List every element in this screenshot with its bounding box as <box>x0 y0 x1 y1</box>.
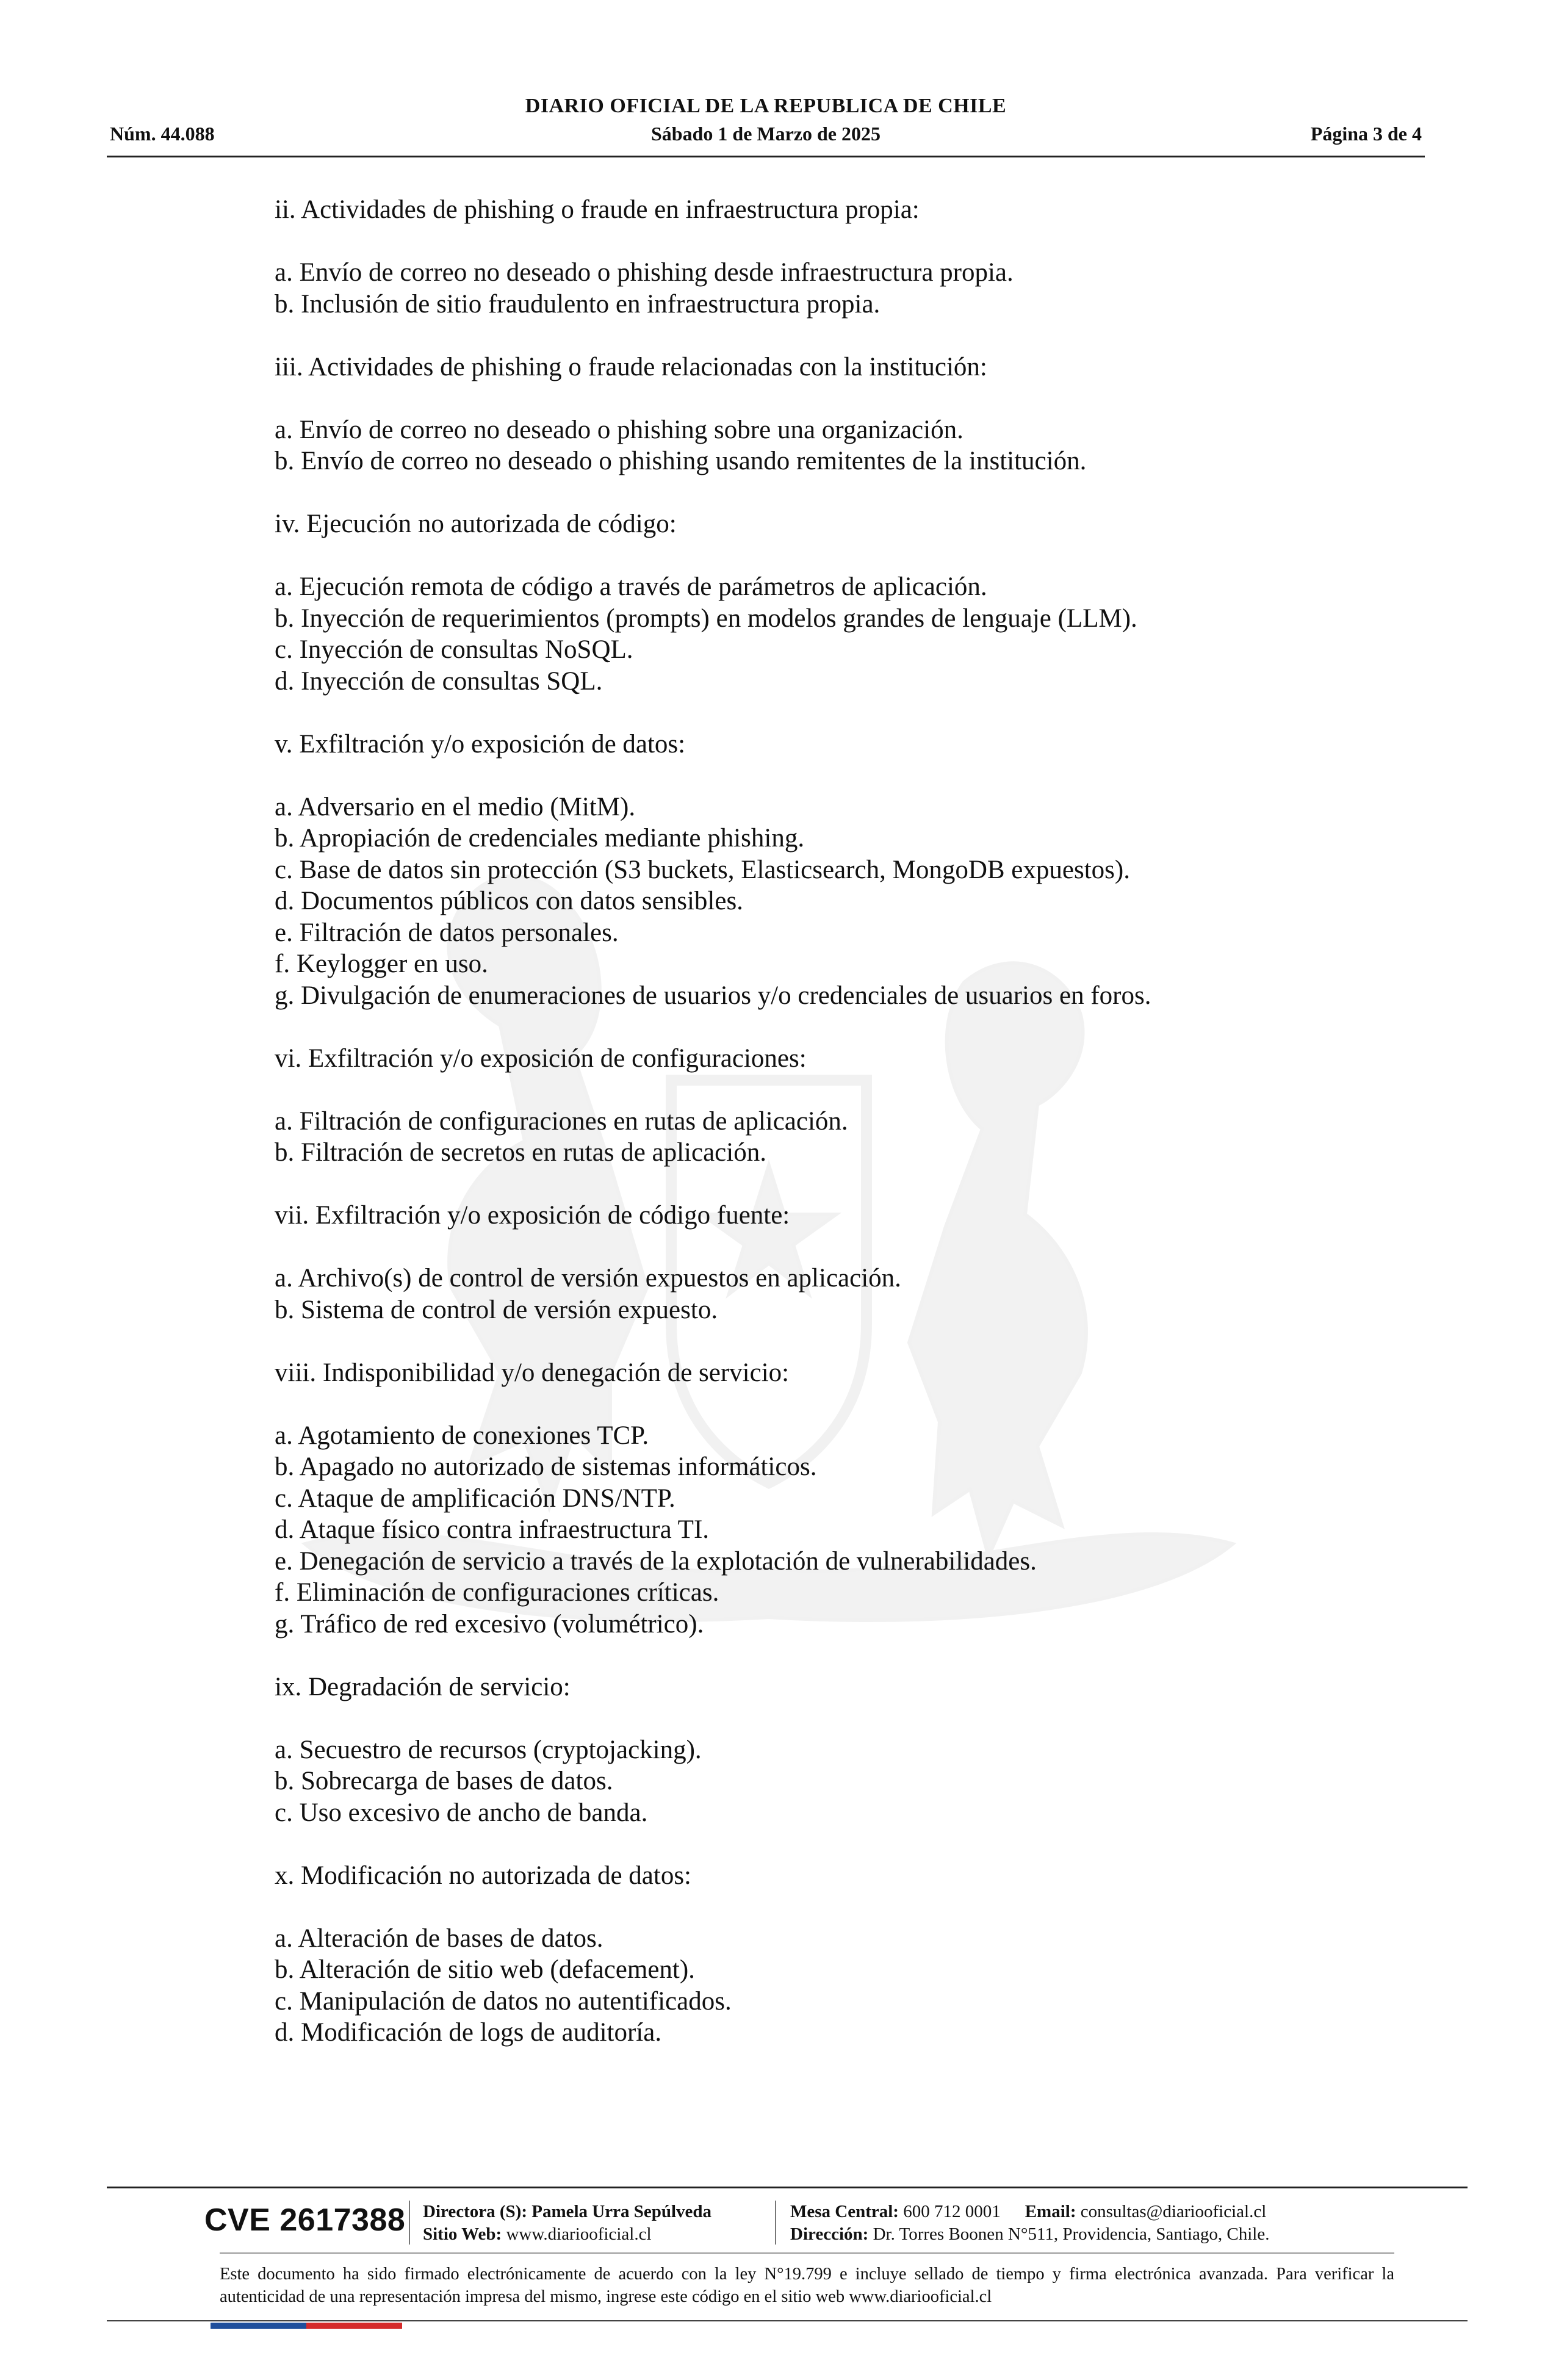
list-item: b. Sobrecarga de bases de datos. <box>275 1767 613 1795</box>
footer-contact-left <box>423 2201 711 2246</box>
list-item: b. Apropiación de credenciales mediante phishing. <box>275 824 805 853</box>
list-item: b. Filtración de secretos en rutas de aplicación. <box>275 1138 766 1167</box>
section <box>275 194 1434 320</box>
email-link[interactable]: consultas@diariooficial.cl <box>1080 2202 1267 2221</box>
list-item: a. Envío de correo no deseado o phishing desde infraestructura propia. <box>275 258 1014 287</box>
address-label: Dirección: <box>790 2224 869 2244</box>
section-heading: vi. Exfiltración y/o exposición de configuraciones: <box>275 1044 807 1073</box>
list-item: e. Denegación de servicio a través de la explotación de vulnerabilidades. <box>275 1546 1037 1576</box>
phone-number: 600 712 0001 <box>903 2202 1001 2221</box>
list-item: c. Inyección de consultas NoSQL. <box>275 635 633 664</box>
list-item: c. Ataque de amplificación DNS/NTP. <box>275 1484 675 1513</box>
list-item: c. Base de datos sin protección (S3 buckets, Elasticsearch, MongoDB expuestos). <box>275 855 1130 884</box>
list-item: a. Alteración de bases de datos. <box>275 1924 603 1953</box>
list-item: b. Apagado no autorizado de sistemas informáticos. <box>275 1452 817 1481</box>
list-item: d. Inyección de consultas SQL. <box>275 666 603 696</box>
issue-date: Sábado 1 de Marzo de 2025 <box>651 123 881 145</box>
section <box>275 1671 1434 1829</box>
section <box>275 729 1434 1012</box>
page-header <box>110 95 1422 159</box>
list-item: d. Ataque físico contra infraestructura TI. <box>275 1515 710 1544</box>
list-item: f. Eliminación de configuraciones críticas. <box>275 1578 719 1607</box>
section <box>275 1860 1434 2049</box>
list-item: a. Agotamiento de conexiones TCP. <box>275 1421 649 1450</box>
issue-number: Núm. 44.088 <box>110 123 215 145</box>
section-heading: viii. Indisponibilidad y/o denegación de servicio: <box>275 1358 790 1387</box>
section-heading: x. Modificación no autorizada de datos: <box>275 1861 692 1890</box>
flag-blue-stripe <box>211 2323 306 2329</box>
flag-red-stripe <box>306 2323 402 2329</box>
list-item: c. Manipulación de datos no autentificados. <box>275 1986 732 2016</box>
list-item: b. Inclusión de sitio fraudulento en infraestructura propia. <box>275 289 881 319</box>
list-item: a. Secuestro de recursos (cryptojacking). <box>275 1735 702 1764</box>
list-item: a. Archivo(s) de control de versión expuestos en aplicación. <box>275 1264 901 1293</box>
list-item: a. Ejecución remota de código a través de parámetros de aplicación. <box>275 572 987 601</box>
section-heading: iv. Ejecución no autorizada de código: <box>275 510 677 538</box>
list-item: a. Filtración de configuraciones en rutas de aplicación. <box>275 1106 848 1136</box>
page-indicator: Página 3 de 4 <box>1310 123 1422 145</box>
list-item: g. Divulgación de enumeraciones de usuarios y/o credenciales de usuarios en foros. <box>275 981 1151 1010</box>
gazette-title: DIARIO OFICIAL DE LA REPUBLICA DE CHILE <box>525 95 1007 117</box>
section-heading: v. Exfiltración y/o exposición de datos: <box>275 729 686 759</box>
list-item: b. Envío de correo no deseado o phishing usando remitentes de la institución. <box>275 447 1087 475</box>
footer-contact-right <box>790 2201 1269 2246</box>
phone-label: Mesa Central: <box>790 2202 899 2221</box>
cve-code: CVE 2617388 <box>204 2202 406 2238</box>
list-item: d. Modificación de logs de auditoría. <box>275 2018 662 2047</box>
list-item: c. Uso excesivo de ancho de banda. <box>275 1798 648 1827</box>
footer-separator <box>409 2201 410 2245</box>
list-item: d. Documentos públicos con datos sensibles. <box>275 887 743 915</box>
address-text: Dr. Torres Boonen N°511, Providencia, Santiago, Chile. <box>873 2224 1270 2244</box>
section-heading: ii. Actividades de phishing o fraude en infraestructura propia: <box>275 195 920 224</box>
signature-note: Este documento ha sido firmado electrónicamente de acuerdo con la ley N°19.799 e incluye sellado de tiempo y firma electrónica avanzada. Para verificar la autenticidad de una representación impresa del mismo, ingrese este código en el sitio web www.diariooficial.cl <box>220 2265 1394 2306</box>
director-name: Pamela Urra Sepúlveda <box>531 2202 712 2221</box>
list-item: a. Envío de correo no deseado o phishing sobre una organización. <box>275 415 963 444</box>
section <box>275 508 1434 697</box>
director-label: Directora (S): <box>423 2202 527 2221</box>
document-body <box>275 194 1434 2080</box>
header-divider <box>107 156 1425 157</box>
list-item: g. Tráfico de red excesivo (volumétrico). <box>275 1609 704 1639</box>
page-footer <box>107 2190 1468 2342</box>
footer-divider-top <box>107 2187 1468 2188</box>
section-heading: iii. Actividades de phishing o fraude relacionadas con la institución: <box>275 352 987 381</box>
section-heading: vii. Exfiltración y/o exposición de código fuente: <box>275 1201 790 1230</box>
list-item: e. Filtración de datos personales. <box>275 918 619 947</box>
section <box>275 1357 1434 1640</box>
website-label: Sitio Web: <box>423 2224 502 2244</box>
section <box>275 1043 1434 1169</box>
email-label: Email: <box>1025 2202 1076 2221</box>
flag-stripe <box>211 2323 402 2329</box>
footer-separator <box>775 2201 776 2245</box>
section <box>275 352 1434 477</box>
list-item: b. Alteración de sitio web (defacement). <box>275 1955 695 1984</box>
footer-divider-bottom <box>107 2320 1468 2321</box>
list-item: b. Inyección de requerimientos (prompts) en modelos grandes de lenguaje (LLM). <box>275 604 1137 633</box>
section <box>275 1200 1434 1325</box>
footer-divider-mid <box>220 2252 1394 2254</box>
list-item: f. Keylogger en uso. <box>275 950 488 978</box>
website-link[interactable]: www.diariooficial.cl <box>506 2224 652 2244</box>
list-item: b. Sistema de control de versión expuesto. <box>275 1295 718 1324</box>
section-heading: ix. Degradación de servicio: <box>275 1672 571 1701</box>
list-item: a. Adversario en el medio (MitM). <box>275 792 636 821</box>
